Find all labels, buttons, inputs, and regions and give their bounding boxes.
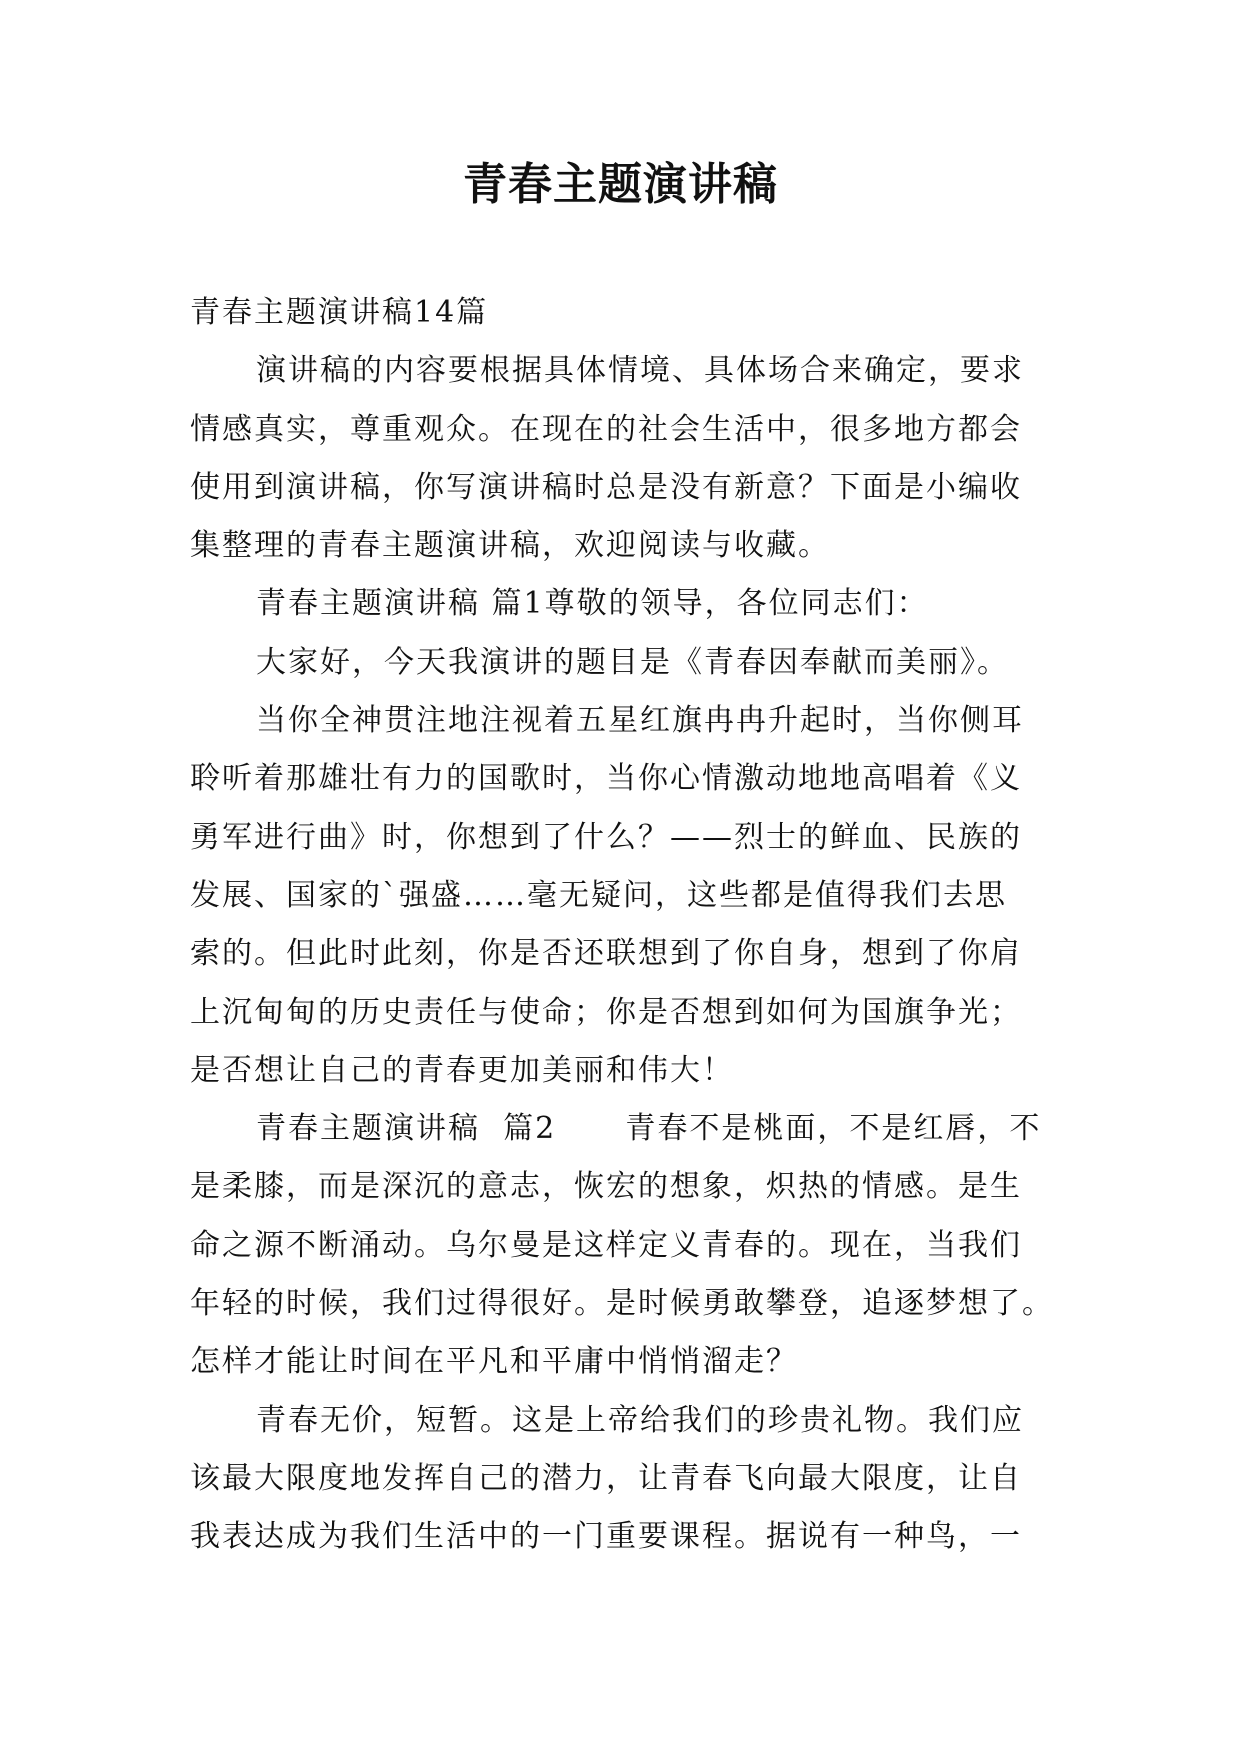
paragraph-line: 该最大限度地发挥自己的潜力，让青春飞向最大限度，让自 bbox=[190, 1460, 1022, 1496]
paragraph-line: 索的。但此时此刻，你是否还联想到了你自身，想到了你肩 bbox=[190, 936, 1022, 972]
paragraph-line: 发展、国家的`强盛……毫无疑问，这些都是值得我们去思 bbox=[190, 877, 1007, 913]
document-body bbox=[190, 284, 1070, 1567]
paragraph-line: 命之源不断涌动。乌尔曼是这样定义青春的。现在，当我们 bbox=[190, 1227, 1022, 1263]
section-heading-line: 青春主题演讲稿 篇2 青春不是桃面，不是红唇，不 bbox=[256, 1111, 1042, 1147]
paragraph-line: 情感真实，尊重观众。在现在的社会生活中，很多地方都会 bbox=[190, 411, 1022, 447]
paragraph-line: 演讲稿的内容要根据具体情境、具体场合来确定，要求 bbox=[256, 353, 1024, 389]
paragraph-line: 勇军进行曲》时，你想到了什么？——烈士的鲜血、民族的 bbox=[190, 819, 1022, 855]
paragraph-line: 上沉甸甸的历史责任与使命；你是否想到如何为国旗争光； bbox=[190, 994, 1022, 1030]
paragraph-line: 我表达成为我们生活中的一门重要课程。据说有一种鸟，一 bbox=[190, 1519, 1022, 1555]
paragraph-line: 是柔膝，而是深沉的意志，恢宏的想象，炽热的情感。是生 bbox=[190, 1169, 1022, 1205]
paragraph-line: 当你全神贯注地注视着五星红旗冉冉升起时，当你侧耳 bbox=[256, 703, 1024, 739]
paragraph-line: 大家好，今天我演讲的题目是《青春因奉献而美丽》。 bbox=[256, 644, 1009, 680]
paragraph-line: 使用到演讲稿，你写演讲稿时总是没有新意？下面是小编收 bbox=[190, 469, 1022, 505]
paragraph-line: 聆听着那雄壮有力的国歌时，当你心情激动地地高唱着《义 bbox=[190, 761, 1022, 797]
paragraph-line: 怎样才能让时间在平凡和平庸中悄悄溜走？ bbox=[190, 1344, 798, 1380]
paragraph-line: 是否想让自己的青春更加美丽和伟大！ bbox=[190, 1052, 734, 1088]
paragraph-line: 青春无价，短暂。这是上帝给我们的珍贵礼物。我们应 bbox=[256, 1402, 1024, 1438]
paragraph-line: 集整理的青春主题演讲稿，欢迎阅读与收藏。 bbox=[190, 528, 830, 564]
subtitle-line: 青春主题演讲稿14篇 bbox=[190, 295, 489, 330]
document-title: 青春主题演讲稿 bbox=[463, 159, 778, 210]
section-heading-line: 青春主题演讲稿 篇1尊敬的领导，各位同志们： bbox=[256, 586, 929, 622]
paragraph-line: 年轻的时候，我们过得很好。是时候勇敢攀登，追逐梦想了。 bbox=[190, 1286, 1054, 1322]
